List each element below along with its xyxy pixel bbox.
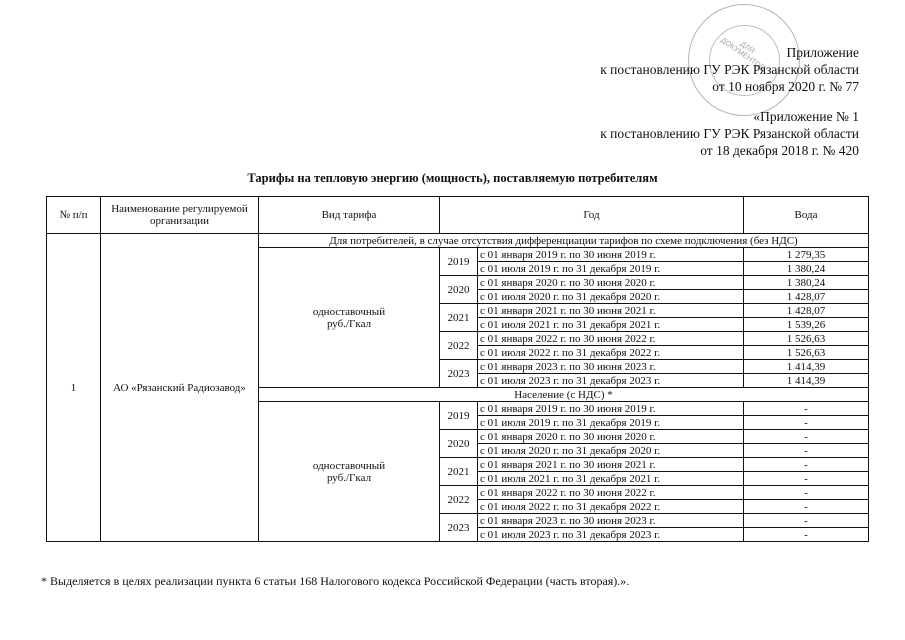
period-cell: с 01 июля 2021 г. по 31 декабря 2021 г. xyxy=(478,472,744,486)
water-value-cell: - xyxy=(744,458,869,472)
period-cell: с 01 июля 2021 г. по 31 декабря 2021 г. xyxy=(478,318,744,332)
seal-text: ДЛЯ ДОКУМЕНТОВ xyxy=(719,35,767,73)
period-cell: с 01 января 2022 г. по 30 июня 2022 г. xyxy=(478,486,744,500)
tariff-unit: руб./Гкал xyxy=(326,471,372,484)
water-value-cell: - xyxy=(744,500,869,514)
header-tariff-type: Вид тарифа xyxy=(259,197,440,234)
water-value-cell: - xyxy=(744,486,869,500)
tariff-type: одноставочный xyxy=(312,459,386,472)
year-cell: 2021 xyxy=(440,304,478,332)
water-value-cell: - xyxy=(744,472,869,486)
section-title: Для потребителей, в случае отсутствия дифференциации тарифов по схеме подключения (без НДС) xyxy=(259,234,869,248)
header-appendix: Приложение xyxy=(786,45,859,60)
year-cell: 2019 xyxy=(440,248,478,276)
period-cell: с 01 июля 2022 г. по 31 декабря 2022 г. xyxy=(478,500,744,514)
year-cell: 2023 xyxy=(440,514,478,542)
tariff-type: одноставочный xyxy=(312,305,386,318)
header-water: Вода xyxy=(744,197,869,234)
document-title: Тарифы на тепловую энергию (мощность), поставляемую потребителям xyxy=(247,171,658,185)
year-cell: 2022 xyxy=(440,332,478,360)
period-cell: с 01 июля 2019 г. по 31 декабря 2019 г. xyxy=(478,262,744,276)
period-cell: с 01 июля 2019 г. по 31 декабря 2019 г. xyxy=(478,416,744,430)
water-value-cell: 1 428,07 xyxy=(744,304,869,318)
footnote: * Выделяется в целях реализации пункта 6 статьи 168 Налогового кодекса Российской Федерации (часть вторая).». xyxy=(41,574,630,588)
water-value-cell: - xyxy=(744,402,869,416)
water-value-cell: - xyxy=(744,430,869,444)
period-cell: с 01 января 2021 г. по 30 июня 2021 г. xyxy=(478,458,744,472)
water-value-cell: - xyxy=(744,528,869,542)
water-value-cell: 1 539,26 xyxy=(744,318,869,332)
tariff-type-cell xyxy=(259,248,440,388)
document-header xyxy=(439,44,859,159)
header-appendix-1: «Приложение № 1 xyxy=(753,109,859,124)
period-cell: с 01 июля 2023 г. по 31 декабря 2023 г. xyxy=(478,374,744,388)
header-resolution-2: к постановлению ГУ РЭК Рязанской области xyxy=(600,126,859,141)
section-title-row xyxy=(47,234,869,248)
header-date: от 10 ноября 2020 г. № 77 xyxy=(712,79,859,94)
header-year: Год xyxy=(440,197,744,234)
period-cell: с 01 июля 2022 г. по 31 декабря 2022 г. xyxy=(478,346,744,360)
period-cell: с 01 января 2022 г. по 30 июня 2022 г. xyxy=(478,332,744,346)
period-cell: с 01 января 2020 г. по 30 июня 2020 г. xyxy=(478,276,744,290)
year-cell: 2020 xyxy=(440,276,478,304)
tariff-type-cell xyxy=(259,402,440,542)
water-value-cell: - xyxy=(744,444,869,458)
water-value-cell: 1 380,24 xyxy=(744,262,869,276)
water-value-cell: 1 526,63 xyxy=(744,332,869,346)
year-cell: 2020 xyxy=(440,430,478,458)
water-value-cell: 1 526,63 xyxy=(744,346,869,360)
period-cell: с 01 января 2019 г. по 30 июня 2019 г. xyxy=(478,248,744,262)
water-value-cell: 1 414,39 xyxy=(744,374,869,388)
water-value-cell: - xyxy=(744,514,869,528)
period-cell: с 01 января 2021 г. по 30 июня 2021 г. xyxy=(478,304,744,318)
water-value-cell: 1 279,35 xyxy=(744,248,869,262)
section-title: Население (с НДС) * xyxy=(259,388,869,402)
tariff-unit: руб./Гкал xyxy=(326,317,372,330)
period-cell: с 01 января 2019 г. по 30 июня 2019 г. xyxy=(478,402,744,416)
year-cell: 2021 xyxy=(440,458,478,486)
tariff-table xyxy=(46,196,869,542)
year-cell: 2022 xyxy=(440,486,478,514)
year-cell: 2019 xyxy=(440,402,478,430)
water-value-cell: 1 428,07 xyxy=(744,290,869,304)
period-cell: с 01 июля 2023 г. по 31 декабря 2023 г. xyxy=(478,528,744,542)
header-org: Наименование регулируемой организации xyxy=(101,197,259,234)
year-cell: 2023 xyxy=(440,360,478,388)
header-resolution: к постановлению ГУ РЭК Рязанской области xyxy=(600,62,859,77)
period-cell: с 01 января 2020 г. по 30 июня 2020 г. xyxy=(478,430,744,444)
period-cell: с 01 января 2023 г. по 30 июня 2023 г. xyxy=(478,514,744,528)
water-value-cell: 1 380,24 xyxy=(744,276,869,290)
organization-name: АО «Рязанский Радиозавод» xyxy=(101,234,259,542)
header-date-2: от 18 декабря 2018 г. № 420 xyxy=(700,143,859,158)
period-cell: с 01 января 2023 г. по 30 июня 2023 г. xyxy=(478,360,744,374)
row-number: 1 xyxy=(47,234,101,542)
water-value-cell: 1 414,39 xyxy=(744,360,869,374)
header-num: № п/п xyxy=(47,197,101,234)
period-cell: с 01 июля 2020 г. по 31 декабря 2020 г. xyxy=(478,290,744,304)
water-value-cell: - xyxy=(744,416,869,430)
period-cell: с 01 июля 2020 г. по 31 декабря 2020 г. xyxy=(478,444,744,458)
